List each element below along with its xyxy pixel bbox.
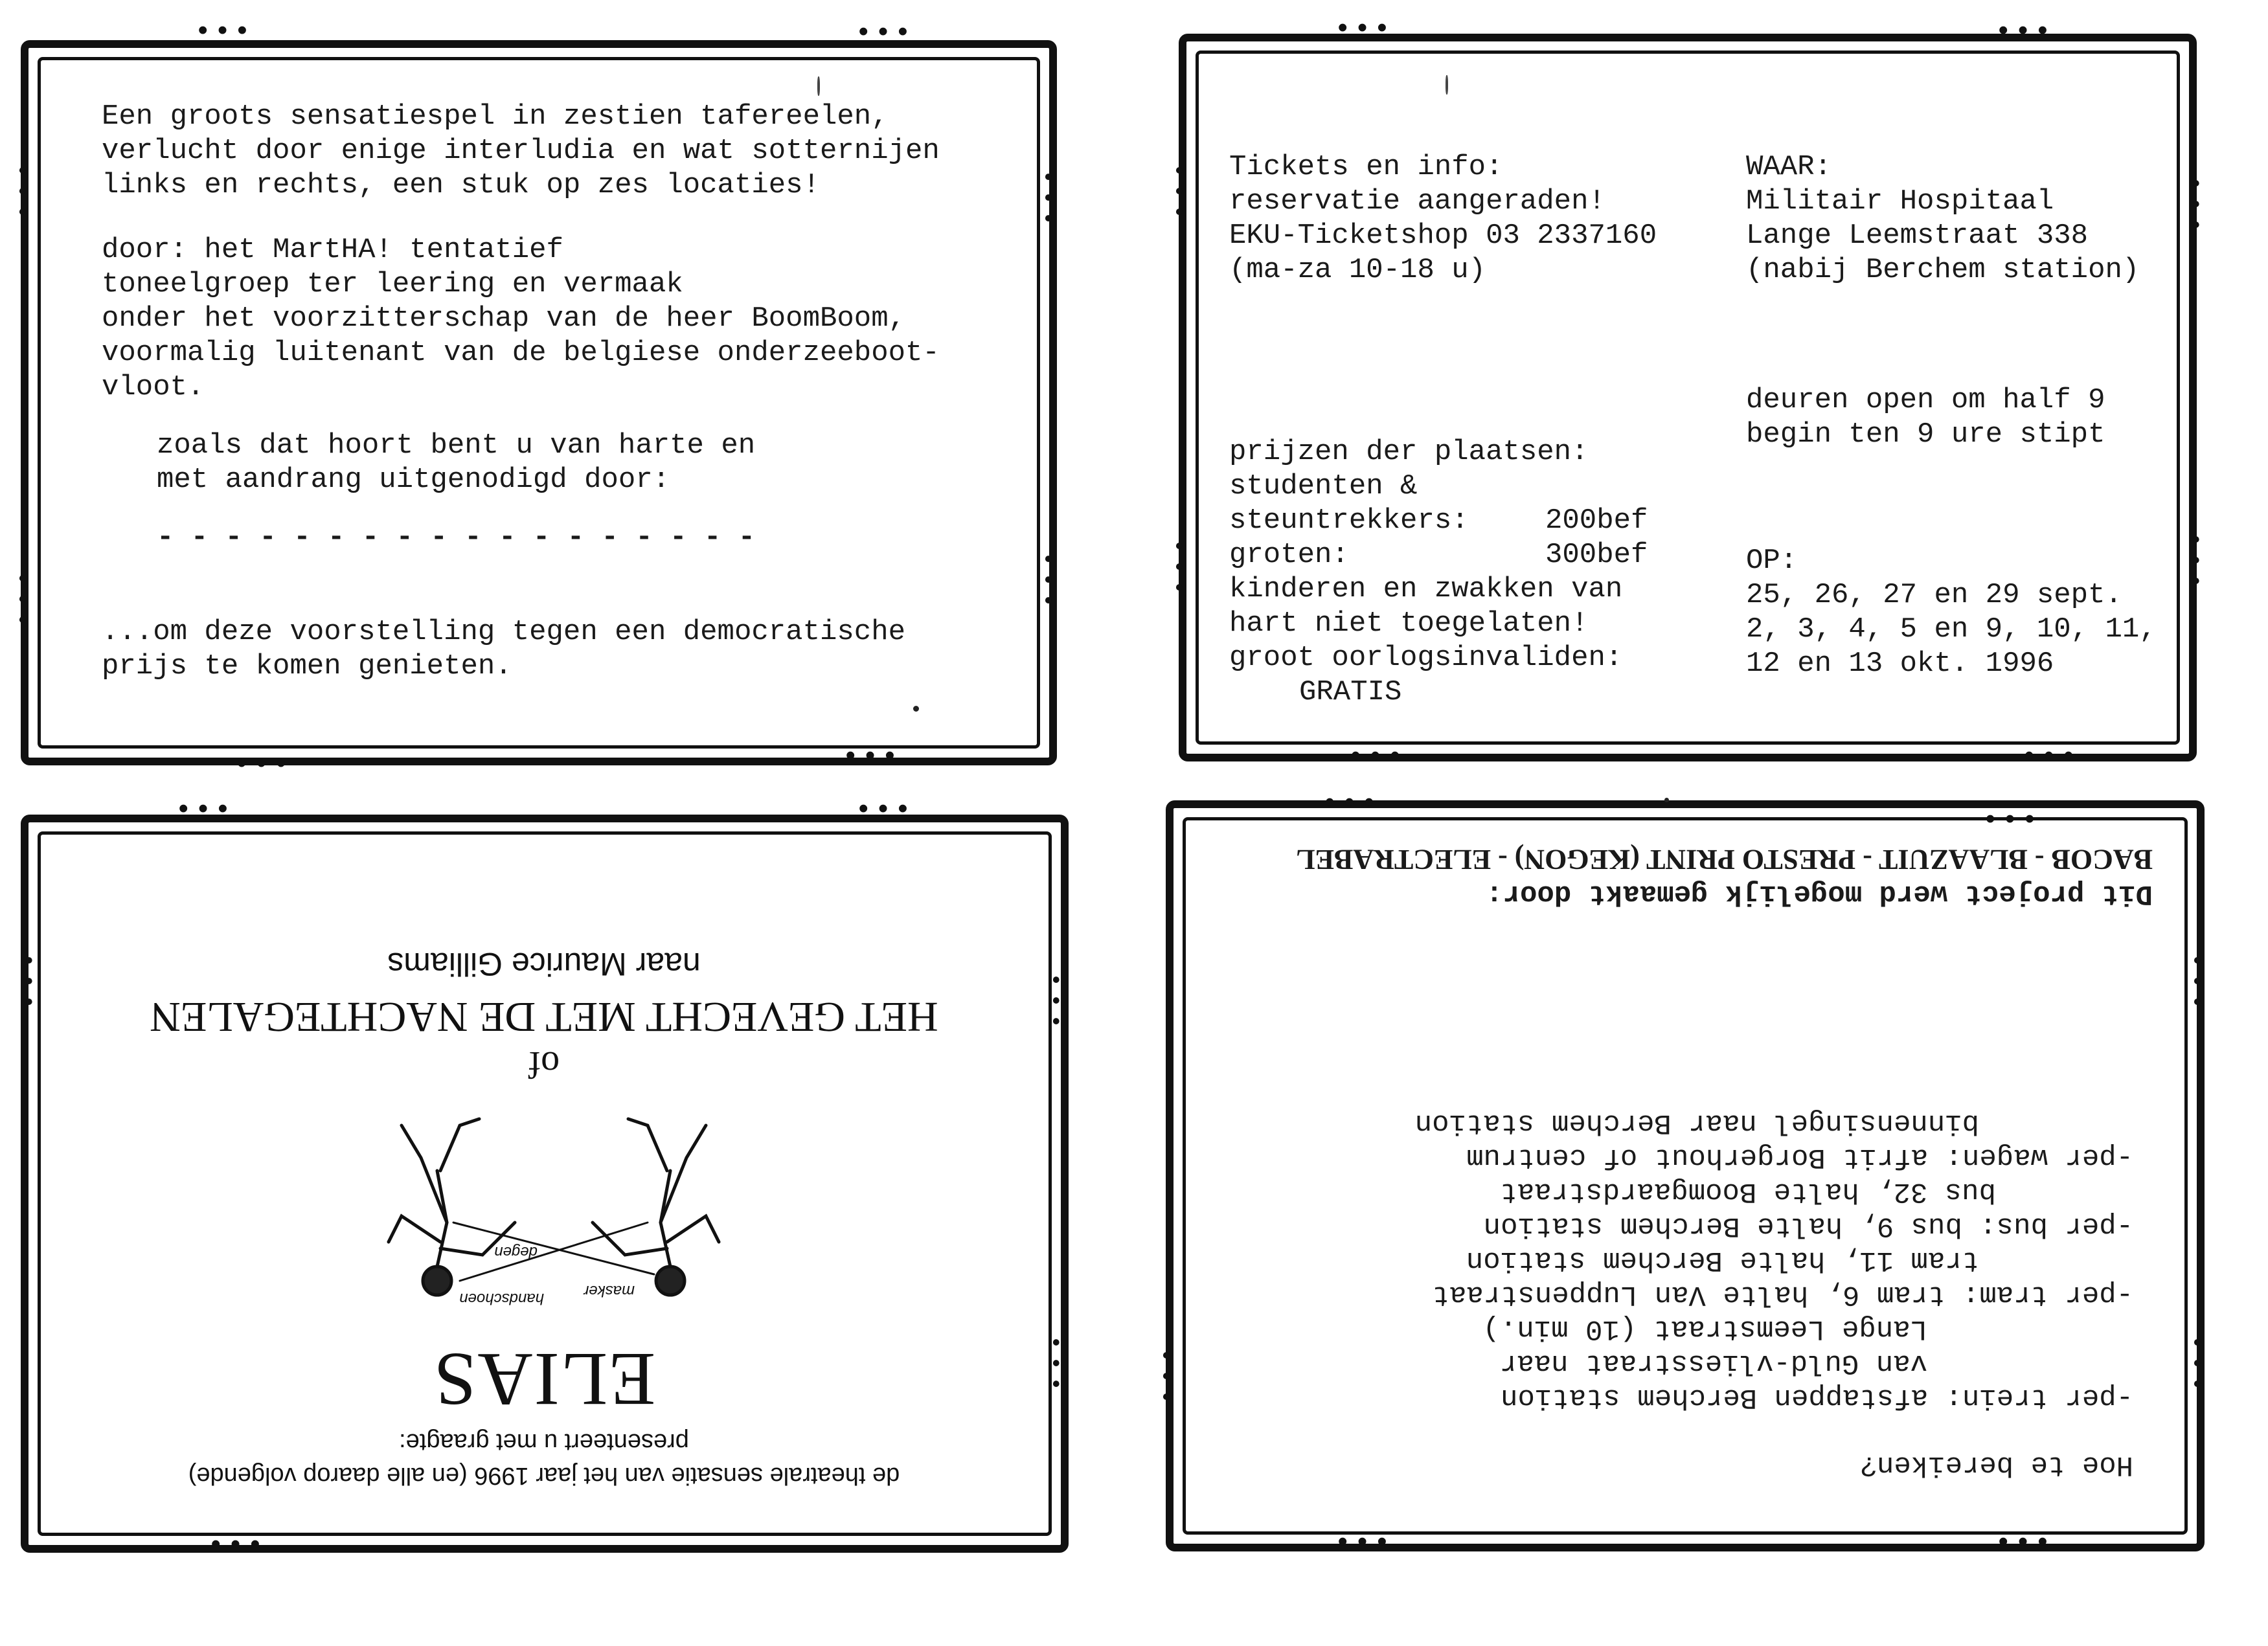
route-line: van Guld-vliesstraat naar <box>1499 1347 1927 1379</box>
prices-note: groot oorlogsinvaliden: <box>1229 642 1623 674</box>
decor-dots: • • • <box>2189 172 2203 240</box>
decor-dots: • • • <box>16 567 30 635</box>
location-line: Militair Hospitaal <box>1746 185 2054 218</box>
sponsors-list: BACOB - BLAAZUIT - PRESTO PRINT (KEGON) - ELECTRABEL <box>1296 844 2153 875</box>
prices-adults-value: 300bef <box>1545 539 1648 571</box>
speck <box>913 706 919 712</box>
prices-info <box>1229 435 1683 710</box>
tickets-line: reservatie aangeraden! <box>1229 185 1605 218</box>
decor-dots: ••• <box>1334 1528 1394 1560</box>
intro-line: verlucht door enige interludia en wat sotternijen <box>102 135 940 167</box>
prices-adults-label: groten: <box>1229 539 1349 571</box>
presents-line: presenteert u met graagte: <box>399 1428 689 1456</box>
dates-line: 12 en 13 okt. 1996 <box>1746 648 2054 680</box>
route-line: bus 32, halte Boomgaardstraat <box>1500 1175 1996 1208</box>
decor-dots: • • • <box>1049 1331 1063 1399</box>
invite-line: zoals dat hoort bent u van harte en <box>157 429 756 462</box>
company-line: toneelgroep ter leering en vermaak <box>102 268 683 300</box>
route-line: -per tram: tram 6, halte Van Luppenstraat <box>1432 1278 2133 1311</box>
tickets-line: EKU-Ticketshop 03 2337160 <box>1229 220 1657 252</box>
closing-line: prijs te komen genieten. <box>102 650 512 682</box>
location-info <box>1746 150 2139 287</box>
prices-note: hart niet toegelaten! <box>1229 607 1589 640</box>
route-line: -per trein: afstappen Berchem station <box>1501 1381 2133 1414</box>
tickets-line: (ma-za 10-18 u) <box>1229 254 1486 286</box>
panel-bottom-right <box>1166 800 2205 1551</box>
company-line: voormalig luitenant van de belgiese onderzeeboot- <box>102 337 940 369</box>
invite-line: met aandrang uitgenodigd door: <box>157 464 670 496</box>
decor-dots: ••• <box>855 795 914 827</box>
decor-dots: ••• <box>2021 741 2080 774</box>
location-line: (nabij Berchem station) <box>1746 254 2140 286</box>
blank-line: - - - - - - - - - - - - - - - - - - <box>157 521 756 554</box>
prices-title: prijzen der plaatsen: <box>1229 436 1589 468</box>
decor-dots: • • • <box>2189 528 2203 596</box>
intro-text <box>102 100 940 203</box>
prices-students-label: studenten & <box>1229 470 1418 502</box>
doors-line: deuren open om half 9 <box>1746 384 2105 416</box>
prices-students-label-2: steuntrekkers: <box>1229 504 1469 537</box>
panel-top-right <box>1179 34 2197 761</box>
decor-dots: ••• <box>842 741 902 774</box>
decor-dots: • • • <box>1159 1344 1174 1412</box>
decor-dots: ••• <box>175 795 234 827</box>
decor-dots: ••• <box>207 1530 267 1562</box>
company-text <box>102 233 940 405</box>
location-line: WAAR: <box>1746 151 1832 183</box>
intro-line: links en rechts, een stuk op zes locaties! <box>102 169 820 201</box>
company-line: vloot. <box>102 371 205 403</box>
panel-bottom-left <box>21 815 1069 1553</box>
panel-top-left <box>21 40 1057 765</box>
dates-line: 25, 26, 27 en 29 sept. <box>1746 579 2122 611</box>
decor-dots: ••• <box>194 16 254 49</box>
decor-dots: • • • <box>1172 534 1186 602</box>
prices-students-value: 200bef <box>1545 504 1648 537</box>
route-line: binnensingel naar Berchem station <box>1414 1107 1979 1139</box>
doors-line: begin ten 9 ure stipt <box>1746 418 2105 451</box>
dates-info <box>1746 544 2157 681</box>
invite-text <box>157 429 755 497</box>
intro-line: Een groots sensatiespel in zestien tafereelen, <box>102 100 889 133</box>
glove-label: handschoen <box>459 1290 544 1307</box>
decor-dots: ••• <box>1334 14 1394 46</box>
presenter-line: de theatrale sensatie van het jaar 1996 (en alle daarop volgende) <box>188 1462 900 1489</box>
route-line: tram 11, halte Berchem station <box>1466 1244 1979 1276</box>
decor-dots: ••• <box>1982 805 2041 837</box>
after-author: naar Maurice Gilliams <box>387 946 701 982</box>
decor-dots: • • • <box>1041 165 1056 233</box>
decor-dots: • • • <box>1041 547 1056 615</box>
decor-dots: ••• <box>855 17 914 50</box>
prices-adults-row <box>1229 538 1683 572</box>
tickets-info <box>1229 150 1657 287</box>
or-word: of <box>528 1044 560 1086</box>
decor-dots: • • • <box>1172 159 1186 227</box>
decor-dots: ••• <box>1995 16 2054 49</box>
decor-dots: ••• <box>1347 741 1407 774</box>
decor-dots: ••• <box>1321 788 1381 820</box>
route-line: -per wagen: afrit Borgerhout of centrum <box>1466 1141 2133 1173</box>
prices-note: kinderen en zwakken van <box>1229 573 1623 605</box>
location-line: Lange Leemstraat 338 <box>1746 220 2089 252</box>
play-subtitle: HET GEVECHT MET DE NACHTEGALEN <box>150 993 938 1041</box>
decor-dots: • • • <box>2190 1331 2205 1399</box>
directions-heading: Hoe te bereiken? <box>1859 1449 2133 1481</box>
closing-text <box>102 615 905 684</box>
route-line: Lange Leemstraat (10 min.) <box>1482 1313 1927 1345</box>
prices-students-row <box>1229 504 1683 538</box>
sword-label: degen <box>494 1243 538 1261</box>
dates-line: OP: <box>1746 545 1798 577</box>
decor-dots: ••• <box>1995 1528 2054 1560</box>
decor-dots: • • • <box>2190 949 2205 1017</box>
decor-dots: • • • <box>22 949 36 1017</box>
prices-free: GRATIS <box>1299 676 1402 708</box>
company-line: door: het MartHA! tentatief <box>102 234 563 266</box>
directions-list <box>1415 1105 2133 1414</box>
play-title: ELIAS <box>432 1337 656 1422</box>
decor-dots: ••• <box>233 749 293 782</box>
speck <box>817 76 820 96</box>
dates-line: 2, 3, 4, 5 en 9, 10, 11, <box>1746 613 2157 646</box>
fencers-illustration <box>369 1106 732 1320</box>
tickets-line: Tickets en info: <box>1229 151 1503 183</box>
sponsors-intro: Dit project werd mogelijk gemaakt door: <box>1486 877 2153 910</box>
doors-info <box>1746 383 2105 452</box>
closing-line: ...om deze voorstelling tegen een democratische <box>102 616 906 648</box>
decor-dots: • • • <box>1049 968 1063 1036</box>
route-line: -per bus: bus 9, halte Berchem station <box>1483 1210 2133 1242</box>
company-line: onder het voorzitterschap van de heer BoomBoom, <box>102 302 906 335</box>
speck <box>1664 798 1669 802</box>
mask-label: masker <box>584 1282 635 1300</box>
decor-dots: • • • <box>16 159 30 227</box>
speck <box>1446 75 1448 95</box>
